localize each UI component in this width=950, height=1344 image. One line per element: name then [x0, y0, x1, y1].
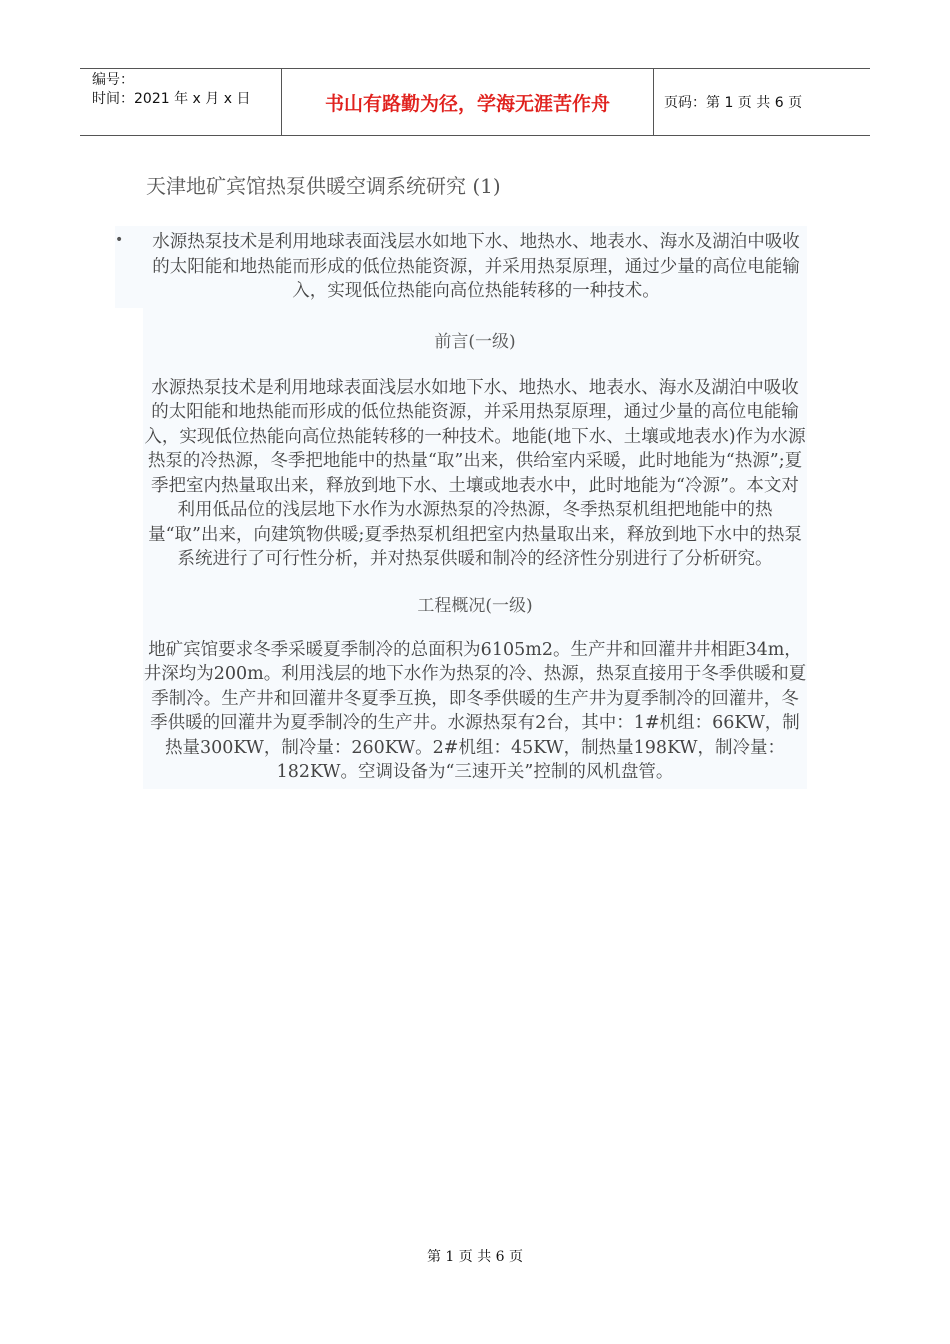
header-meta: [80, 69, 282, 135]
section-heading-overview: 工程概况(一级): [417, 595, 533, 616]
document-header: [80, 68, 870, 136]
time-label: 时间：2021 年 x 月 x 日: [92, 91, 251, 107]
bullet-icon: •: [115, 232, 124, 248]
header-motto: 书山有路勤为径，学海无涯苦作舟: [282, 69, 654, 135]
section-body-overview: 地矿宾馆要求冬季采暖夏季制冷的总面积为6105m2。生产井和回灌井井相距34m，井深均为200m。利用浅层的地下水作为热泵的冷、热源，热泵直接用于冬季供暖和夏季制冷。生产井和回灌井冬夏季互换，即冬季供暖的生产井为夏季制冷的回灌井，冬季供暖的回灌井为夏季制冷的生产井。水源热泵有2台，其中：1#机组：66KW，制热量300KW，制冷量：260KW。2#机组：45KW，制热量198KW，制冷量：182KW。空调设备为“三速开关”控制的风机盘管。: [143, 639, 807, 782]
sections-panel: [143, 308, 807, 789]
number-label: 编号：: [92, 72, 134, 88]
section-body-preface: 水源热泵技术是利用地球表面浅层水如地下水、地热水、地表水、海水及湖泊中吸收的太阳能和地热能而形成的低位热能资源，并采用热泵原理，通过少量的高位电能输入，实现低位热能向高位热能转移的一种技术。地能(地下水、土壤或地表水)作为水源热泵的冷热源，冬季把地能中的热量“取”出来，供给室内采暖，此时地能为“热源”;夏季把室内热量取出来，释放到地下水、土壤或地表水中，此时地能为“冷源”。本文对利用低品位的浅层地下水作为水源热泵的冷热源，冬季热泵机组把地能中的热量“取”出来，向建筑物供暖;夏季热泵机组把室内热量取出来，释放到地下水中的热泵系统进行了可行性分析，并对热泵供暖和制冷的经济性分别进行了分析研究。: [144, 377, 806, 569]
intro-paragraph: 水源热泵技术是利用地球表面浅层水如地下水、地热水、地表水、海水及湖泊中吸收的太阳能和地热能而形成的低位热能资源，并采用热泵原理，通过少量的高位电能输入，实现低位热能向高位热能转移的一种技术。: [152, 232, 800, 301]
page-footer: 第 1 页 共 6 页: [426, 1249, 524, 1265]
header-page-info: 页码：第 1 页 共 6 页: [664, 95, 803, 111]
section-heading-preface: 前言(一级): [434, 331, 516, 352]
document-title: 天津地矿宾馆热泵供暖空调系统研究 (1): [146, 174, 501, 198]
document-content: [115, 226, 807, 789]
intro-item: [115, 226, 807, 308]
